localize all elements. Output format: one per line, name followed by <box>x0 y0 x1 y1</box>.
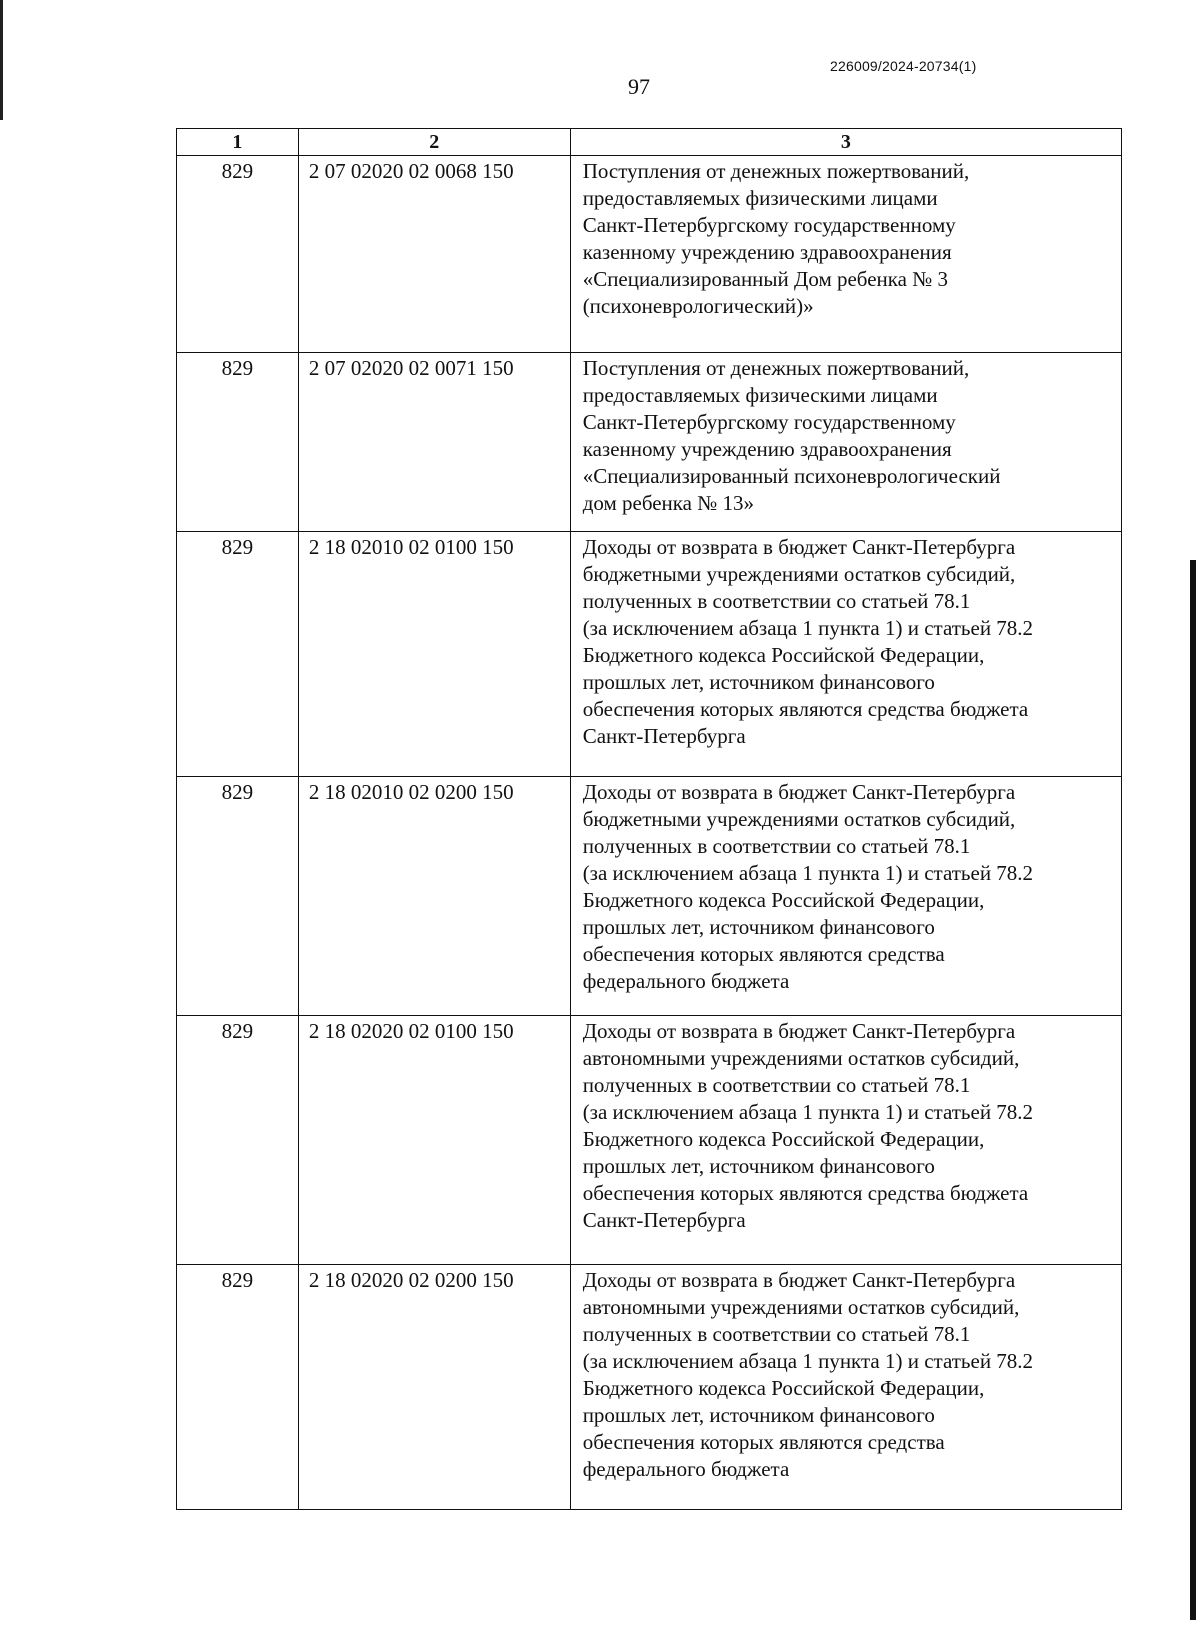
admin-code-cell: 829 <box>177 156 299 353</box>
budget-code-cell: 2 18 02010 02 0200 150 <box>298 777 570 1016</box>
column-header: 1 <box>177 129 299 156</box>
description-line: Доходы от возврата в бюджет Санкт-Петербурга <box>582 535 1016 559</box>
description-line: Санкт-Петербурга <box>582 1208 746 1232</box>
table-row <box>177 156 1122 353</box>
description-line: Бюджетного кодекса Российской Федерации, <box>582 643 985 667</box>
description-line: Доходы от возврата в бюджет Санкт-Петербурга <box>582 1268 1016 1292</box>
description-line: Бюджетного кодекса Российской Федерации, <box>582 1127 985 1151</box>
table-row <box>177 1016 1122 1265</box>
description-line: казенному учреждению здравоохранения <box>582 437 952 461</box>
description-line: обеспечения которых являются средства бюджета <box>582 1181 1029 1205</box>
description-line: Санкт-Петербургскому государственному <box>582 410 956 434</box>
description-cell <box>570 1016 1121 1265</box>
column-header: 3 <box>570 129 1121 156</box>
description-line: обеспечения которых являются средства <box>582 1430 945 1454</box>
admin-code-cell: 829 <box>177 532 299 777</box>
description-line: прошлых лет, источником финансового <box>582 1403 935 1427</box>
table-row <box>177 532 1122 777</box>
admin-code-cell: 829 <box>177 1016 299 1265</box>
description-line: прошлых лет, источником финансового <box>582 670 935 694</box>
description-line: полученных в соответствии со статьей 78.1 <box>582 1073 971 1097</box>
document-id: 226009/2024-20734(1) <box>830 58 977 74</box>
description-line: бюджетными учреждениями остатков субсидий, <box>582 807 1016 831</box>
description-line: (за исключением абзаца 1 пункта 1) и статьей 78.2 <box>582 1100 1034 1124</box>
description-line: полученных в соответствии со статьей 78.1 <box>582 834 971 858</box>
budget-code-cell: 2 18 02010 02 0100 150 <box>298 532 570 777</box>
description-cell <box>570 353 1121 532</box>
description-cell <box>570 156 1121 353</box>
column-header: 2 <box>298 129 570 156</box>
description-line: полученных в соответствии со статьей 78.1 <box>582 589 971 613</box>
description-cell <box>570 777 1121 1016</box>
description-line: (за исключением абзаца 1 пункта 1) и статьей 78.2 <box>582 861 1034 885</box>
description-line: Поступления от денежных пожертвований, <box>582 356 970 380</box>
budget-code-cell: 2 07 02020 02 0068 150 <box>298 156 570 353</box>
description-line: прошлых лет, источником финансового <box>582 915 935 939</box>
description-line: обеспечения которых являются средства <box>582 942 945 966</box>
description-line: предоставляемых физическими лицами <box>582 383 938 407</box>
description-line: прошлых лет, источником финансового <box>582 1154 935 1178</box>
table-row <box>177 353 1122 532</box>
admin-code-cell: 829 <box>177 353 299 532</box>
description-line: федерального бюджета <box>582 969 790 993</box>
description-line: предоставляемых физическими лицами <box>582 186 938 210</box>
description-line: дом ребенка № 13» <box>582 491 755 515</box>
description-line: Бюджетного кодекса Российской Федерации, <box>582 1376 985 1400</box>
description-line: казенному учреждению здравоохранения <box>582 240 952 264</box>
description-line: Доходы от возврата в бюджет Санкт-Петербурга <box>582 780 1016 804</box>
description-line: автономными учреждениями остатков субсидий, <box>582 1046 1020 1070</box>
description-line: бюджетными учреждениями остатков субсидий, <box>582 562 1016 586</box>
admin-code-cell: 829 <box>177 1265 299 1510</box>
description-line: «Специализированный Дом ребенка № 3 <box>582 267 949 291</box>
description-line: обеспечения которых являются средства бюджета <box>582 697 1029 721</box>
description-line: Санкт-Петербурга <box>582 724 746 748</box>
budget-code-cell: 2 18 02020 02 0200 150 <box>298 1265 570 1510</box>
description-line: полученных в соответствии со статьей 78.1 <box>582 1322 971 1346</box>
revenue-codes-table <box>176 128 1122 1510</box>
description-line: Бюджетного кодекса Российской Федерации, <box>582 888 985 912</box>
description-line: (психоневрологический)» <box>582 294 814 318</box>
table-header-row <box>177 129 1122 156</box>
budget-code-cell: 2 07 02020 02 0071 150 <box>298 353 570 532</box>
page-number: 97 <box>628 74 650 99</box>
description-line: (за исключением абзаца 1 пункта 1) и статьей 78.2 <box>582 616 1034 640</box>
description-line: Санкт-Петербургскому государственному <box>582 213 956 237</box>
description-line: Поступления от денежных пожертвований, <box>582 159 970 183</box>
description-cell <box>570 532 1121 777</box>
scan-edge <box>0 0 3 120</box>
table-row <box>177 777 1122 1016</box>
description-line: «Специализированный психоневрологический <box>582 464 1001 488</box>
description-line: автономными учреждениями остатков субсидий, <box>582 1295 1020 1319</box>
budget-code-cell: 2 18 02020 02 0100 150 <box>298 1016 570 1265</box>
table-row <box>177 1265 1122 1510</box>
admin-code-cell: 829 <box>177 777 299 1016</box>
description-line: федерального бюджета <box>582 1457 790 1481</box>
description-line: (за исключением абзаца 1 пункта 1) и статьей 78.2 <box>582 1349 1034 1373</box>
scan-edge <box>1190 560 1196 1620</box>
description-line: Доходы от возврата в бюджет Санкт-Петербурга <box>582 1019 1016 1043</box>
description-cell <box>570 1265 1121 1510</box>
